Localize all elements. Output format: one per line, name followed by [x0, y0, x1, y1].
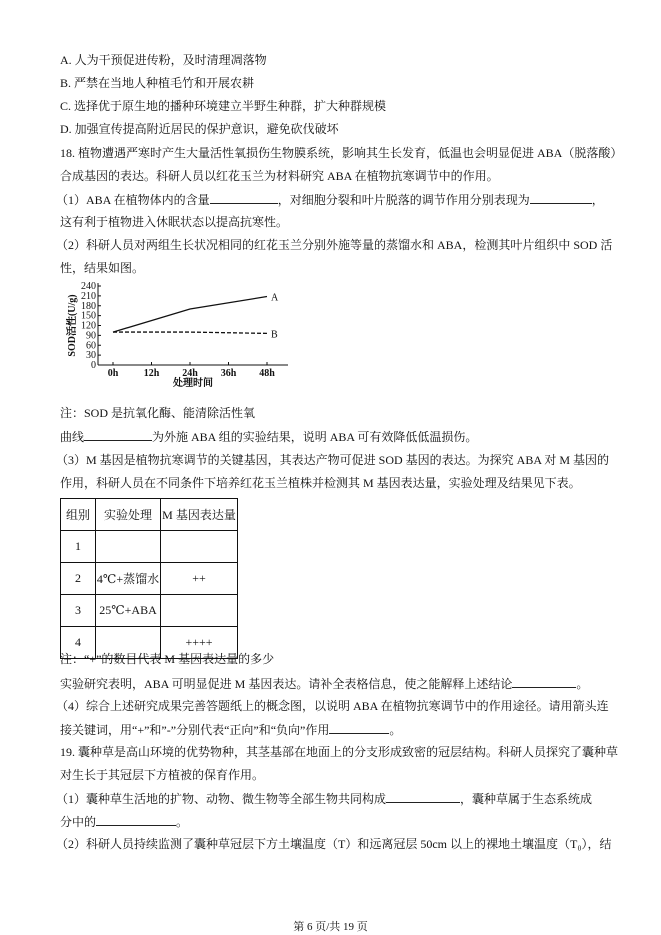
cell: [96, 531, 161, 563]
option-b: B. 严禁在当地人种植毛竹和开展农耕: [60, 76, 255, 90]
table-row: [61, 531, 238, 563]
y-tick-label: 0: [91, 360, 96, 371]
header-cell: M 基因表达量: [161, 499, 238, 531]
table-row: [61, 563, 238, 595]
curve-question: [60, 428, 477, 445]
option-d: D. 加强宣传提高附近居民的保护意识，避免砍伐破坏: [60, 122, 339, 136]
cell: ++: [161, 563, 238, 595]
y-tick-label: 150: [81, 310, 96, 322]
answer-blank[interactable]: [210, 191, 278, 204]
answer-blank[interactable]: [530, 191, 592, 204]
q18-stem-2: 合成基因的表达。科研人员以红花玉兰为材料研究 ABA 在植物抗寒调节中的作用。: [60, 169, 499, 183]
text: 。: [576, 677, 589, 691]
x-tick-label: 48h: [259, 368, 275, 379]
y-tick-label: 60: [86, 340, 96, 352]
y-axis-label: SOD活性(U/g): [67, 294, 78, 357]
answer-blank[interactable]: [386, 790, 460, 803]
table-header: [61, 499, 238, 531]
text: 分中的: [60, 815, 97, 829]
answer-blank[interactable]: [512, 675, 576, 688]
cell: 1: [61, 531, 96, 563]
q18-part3: （3）M 基因是植物抗寒调节的关键基因，其表达产物可促进 SOD 基因的表达。为探究 ABA 对 M 基因的: [56, 453, 610, 467]
option-c: C. 选择优于原生地的播种环境建立半野生种群，扩大种群规模: [60, 99, 387, 113]
cell: 4: [61, 627, 96, 659]
answer-blank[interactable]: [84, 428, 152, 441]
option-a: A. 人为干预促进传粉，及时清理凋落物: [60, 53, 267, 67]
series-label-a: A: [271, 292, 279, 304]
answer-blank[interactable]: [96, 813, 176, 826]
q18-part1-cont: 这有利于植物进入休眠状态以提高抗寒性。: [60, 215, 289, 229]
cell: 4℃+蒸馏水: [96, 563, 161, 595]
cell: 25℃+ABA: [96, 595, 161, 627]
q19-part1: [56, 790, 592, 807]
text: ，对细胞分裂和叶片脱落的调节作用分别表现为: [277, 193, 530, 207]
header-cell: 组别: [61, 499, 96, 531]
series-label-b: B: [271, 329, 278, 341]
q18-part2: （2）科研人员对两组生长状况相同的红花玉兰分别外施等量的蒸馏水和 ABA，检测其叶片组织中 SOD 活: [56, 238, 613, 252]
cell: 3: [61, 595, 96, 627]
text: ，囊种草属于生态系统成: [460, 792, 593, 806]
answer-blank[interactable]: [329, 721, 389, 734]
experiment-table: [60, 498, 238, 659]
y-tick-label: 30: [86, 350, 96, 362]
q19-stem-1: 19. 囊种草是高山环境的优势物种，其茎基部在地面上的分支形成致密的冠层结构。科研人员探究了囊种草: [60, 745, 619, 759]
cell: ++++: [161, 627, 238, 659]
text: ，: [591, 193, 604, 207]
cell: [161, 595, 238, 627]
text: 。: [176, 815, 189, 829]
series-line-b: [113, 332, 267, 333]
note-sod: 注：SOD 是抗氧化酶、能清除活性氧: [60, 406, 256, 420]
conclusion-question: [60, 675, 588, 692]
x-tick-label: 36h: [220, 368, 237, 379]
text: 曲线: [60, 430, 85, 444]
cell: 2: [61, 563, 96, 595]
sod-activity-chart: [55, 278, 295, 389]
x-tick-label: 12h: [143, 368, 160, 379]
q18-stem-1: 18. 植物遭遇严寒时产生大量活性氧损伤生物膜系统，影响其生长发育，低温也会明显促进 ABA（脱落酸）: [60, 146, 623, 160]
q18-part2-cont: 性，结果如图。: [60, 261, 145, 275]
note-table: 注：“+”的数目代表 M 基因表达量的多少: [60, 652, 275, 666]
cell: [161, 531, 238, 563]
q19-part2: （2）科研人员持续监测了囊种草冠层下方土壤温度（T）和远离冠层 50cm 以上的裸地土壤温度（T₀），结: [56, 837, 612, 851]
x-tick-label: 0h: [107, 368, 119, 379]
page-footer: 第 6 页/共 19 页: [293, 921, 368, 933]
y-tick-label: 180: [81, 300, 96, 312]
q18-part1: [56, 191, 604, 208]
q19-stem-2: 对生长于其冠层下方植被的保育作用。: [60, 768, 265, 782]
y-tick-label: 240: [81, 281, 96, 292]
text: 为外施 ABA 组的实验结果，说明 ABA 可有效降低低温损伤。: [152, 430, 478, 444]
x-axis-label: 处理时间: [173, 378, 213, 389]
q18-part4: （4）综合上述研究成果完善答题纸上的概念图，以说明 ABA 在植物抗寒调节中的作用途径。请用箭头连: [56, 699, 609, 713]
q19-part1-cont: [60, 813, 188, 830]
text: 实验研究表明，ABA 可明显促进 M 基因表达。请补全表格信息，使之能解释上述结论: [60, 677, 513, 691]
text: 接关键词，用“+”和”-”分别代表“正向”和“负向”作用: [60, 723, 330, 737]
q18-part4-cont: [60, 721, 401, 738]
table-row: [61, 595, 238, 627]
header-cell: 实验处理: [96, 499, 161, 531]
x-tick-label: 24h: [182, 368, 198, 379]
y-tick-label: 90: [86, 330, 96, 342]
text: 。: [389, 723, 402, 737]
text: （1）囊种草生活地的扩物、动物、微生物等全部生物共同构成: [56, 792, 387, 806]
y-tick-label: 210: [81, 290, 96, 302]
series-line-a: [113, 297, 267, 333]
text: （1）ABA 在植物体内的含量: [56, 193, 210, 207]
q18-part3-cont: 作用，科研人员在不同条件下培养红花玉兰植株并检测其 M 基因表达量，实验处理及结果见下表。: [60, 476, 581, 490]
y-tick-label: 120: [81, 320, 96, 332]
